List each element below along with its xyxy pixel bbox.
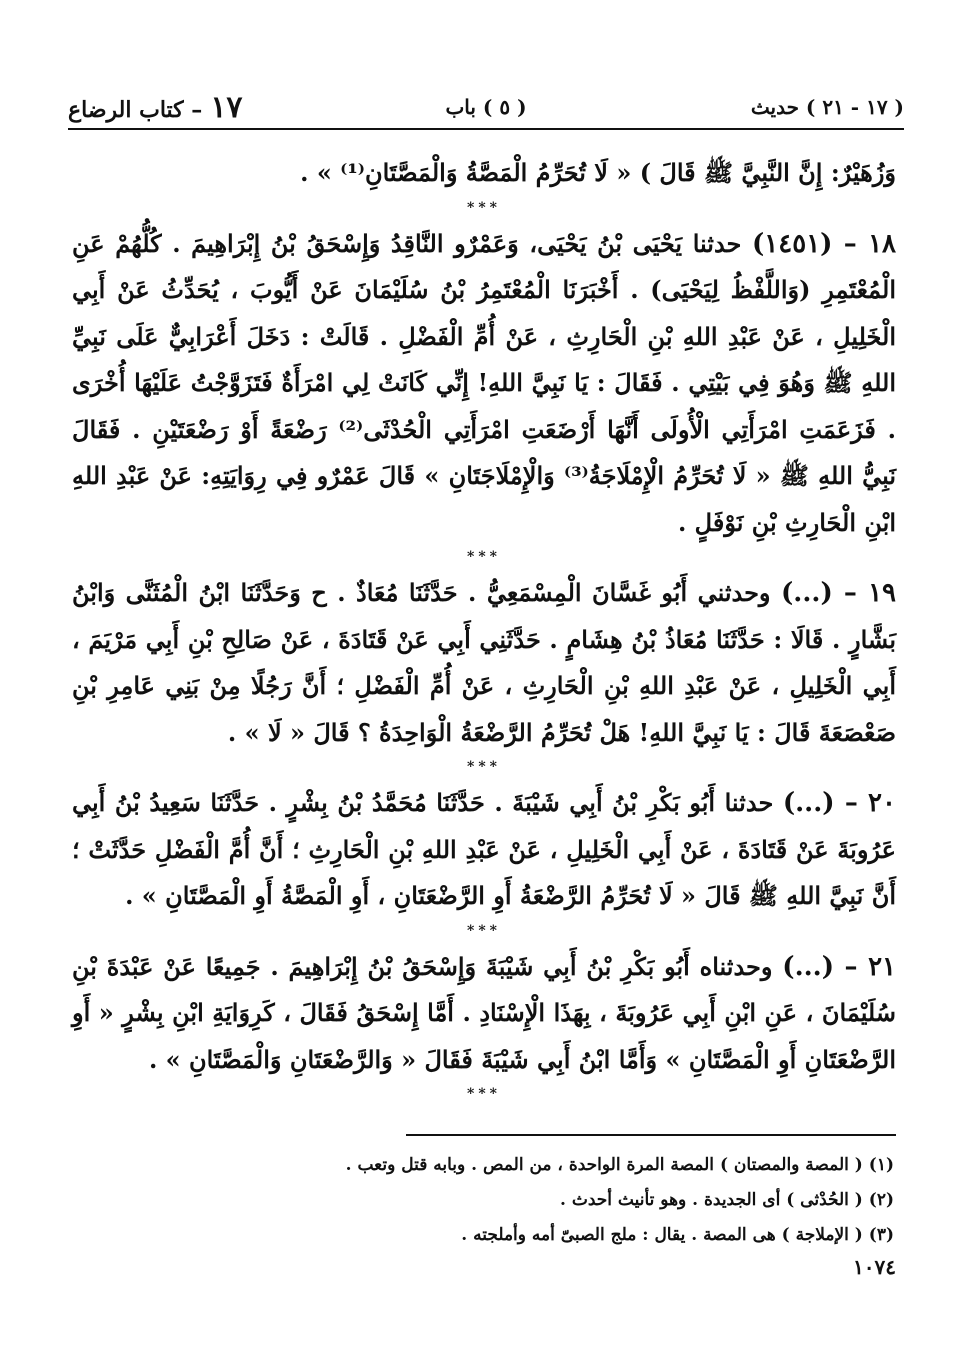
footnote-divider <box>406 1134 896 1136</box>
hadith-20 <box>72 780 896 920</box>
section-separator: *** <box>467 759 501 775</box>
section-separator: *** <box>467 922 501 939</box>
section-separator: *** <box>467 199 501 216</box>
footnotes <box>200 1148 894 1253</box>
section-separator: *** <box>467 1086 501 1102</box>
footnote-2: (٢) ( الحُدْثى ) أى الجديدة . وهو تأنيث أحدث . <box>559 1190 894 1210</box>
hadith-text: حدثنا أَبُو بَكْرِ بْنُ أَبِي شَيْبَةَ . حَدَّثَنَا مُحَمَّدُ بْنُ بِشْرٍ . حَدَّثَنَا سَعِيدُ بْنُ أَبِي عَرُوبَةَ عَنْ قَتَادَةَ ، عَنْ أَبِي الْخَلِيلِ ، عَنْ عَبْدِ اللهِ بْنِ الْحَارِثِ ؛ أَنَّ أُمَّ الْفَضْلِ حَدَّثَتْ ؛ أَنَّ نَبِيَّ اللهِ ﷺ قَالَ « لَا تُحَرِّمُ الرَّضْعَةُ أَوِ الرَّضْعَتَانِ ، أَوِ الْمَصَّةُ أَوِ الْمَصَّتَانِ » . <box>72 788 896 910</box>
chapter-number: ١٧ <box>210 89 243 125</box>
hadith-number: ٢١ – (...) <box>782 951 896 982</box>
hadith-text: وحدثني أَبُو غَسَّانَ الْمِسْمَعِيُّ . حَدَّثَنَا مُعَاذٌ . ح وَحَدَّثَنَا ابْنُ الْمُثَنَّى وَابْنُ بَشَّارٍ . قَالَا : حَدَّثَنَا مُعَاذُ بْنُ هِشَامٍ . حَدَّثَنِي أَبِي عَنْ قَتَادَةَ ، عَنْ صَالِحِ بْنِ أَبِي مَرْيَمَ ، أَبِي الْخَلِيلِ ، عَنْ عَبْدِ اللهِ بْنِ الْحَارِثِ ، عَنْ أُمِّ الْفَضْلِ ؛ أَنَّ رَجُلًا مِنْ بَنِي عَامِرِ بْنِ صَعْصَعَةَ قَالَ : يَا نَبِيَّ اللهِ! هَلْ تُحَرِّمُ الرَّضْعَةُ الْوَاحِدَةُ ؟ قَالَ « لَا » . <box>72 578 897 747</box>
hadith-number: ١٨ – (١٤٥١) <box>751 228 896 259</box>
chapter-heading <box>68 90 243 125</box>
running-header <box>68 88 904 126</box>
hadith-18 <box>72 221 896 547</box>
hadith-range: ( ١٧ - ٢١ ) حديث <box>750 95 904 119</box>
header-divider <box>68 128 904 130</box>
footnote-3: (٣) ( الإملاجة ) هى المصة . يقال : ملج الصبىّ أمه وأملجته . <box>461 1225 894 1245</box>
hadith-number: ١٩ – (...) <box>781 578 897 608</box>
page-number: ١٠٧٤ <box>853 1255 896 1279</box>
hadith-text: حدثنا يَحْيَى بْنُ يَحْيَى، وَعَمْرٌو النَّاقِدُ وَإِسْحَقُ بْنُ إِبْرَاهِيمَ . كُلُّهُمْ عَنِ الْمُعْتَمِرِ (وَاللَّفْظُ لِيَحْيَى) . أَخْبَرَنَا الْمُعْتَمِرُ بْنُ سُلَيْمَانَ عَنْ أَيُّوبَ ، يُحَدِّثُ عَنْ أَبِي الْخَلِيلِ ، عَنْ عَبْدِ اللهِ بْنِ الْحَارِثِ ، عَنْ أُمِّ الْفَضْلِ . قَالَتْ : دَخَلَ أَعْرَابِيٌّ عَلَى نَبِيِّ اللهِ ﷺ وَهُوَ فِي بَيْتِي . فَقَالَ : يَا نَبِيَّ اللهِ! إِنِّي كَانَتْ لِي امْرَأَةٌ فَتَزَوَّجْتُ عَلَيْهَا أُخْرَى . فَزَعَمَتِ امْرَأَتِي الْأُولَى أَنَّهَا أَرْضَعَتِ امْرَأَتِي الْحُدْثَى⁽²⁾ رَضْعَةً أَوْ رَضْعَتَيْنِ . فَقَالَ نَبِيُّ اللهِ ﷺ « لَا تُحَرِّمُ الْإِمْلَاجَةُ⁽³⁾ وَالْإِمْلَاجَتَانِ » قَالَ عَمْرٌو فِي رِوَايَتِهِ: عَنْ عَبْدِ اللهِ ابْنِ الْحَارِثِ بْنِ نَوْفَلٍ . <box>72 228 897 537</box>
bab-heading: ( ٥ ) باب <box>445 95 527 119</box>
chapter-title: – كتاب الرضاع <box>68 96 203 123</box>
hadith-21 <box>72 944 896 1084</box>
hadith-text: وحدثناه أَبُو بَكْرِ بْنُ أَبِي شَيْبَةَ وَإِسْحَقُ بْنُ إِبْرَاهِيمَ . جَمِيعًا عَنْ عَبْدَةَ بْنِ سُلَيْمَانَ ، عَنِ ابْنِ أَبِي عَرُوبَةَ ، بِهَذَا الْإِسْنَادِ . أَمَّا إِسْحَقُ فَقَالَ ، كَرِوَايَةِ ابْنِ بِشْرٍ « أَوِ الرَّضْعَتَانِ أَوِ الْمَصَّتَانِ » وَأَمَّا ابْنُ أَبِي شَيْبَةَ فَقَالَ « وَالرَّضْعَتَانِ وَالْمَصَّتَانِ » . <box>72 951 896 1074</box>
hadith-number: ٢٠ – (...) <box>782 788 896 818</box>
hadith-19 <box>72 570 896 756</box>
intro-paragraph: وَزُهَيْرٌ: إِنَّ النَّبِيَّ ﷺ قَالَ ) « لَا تُحَرِّمُ الْمَصَّةُ وَالْمَصَّتَانِ⁽¹⁾ » . <box>300 158 896 187</box>
footnote-1: (١) ( المصة والمصتان ) المصة المرة الواحدة ، من المص . وبابه قتل وتعب . <box>345 1155 894 1175</box>
main-text <box>72 150 896 1107</box>
section-separator: *** <box>467 549 501 565</box>
